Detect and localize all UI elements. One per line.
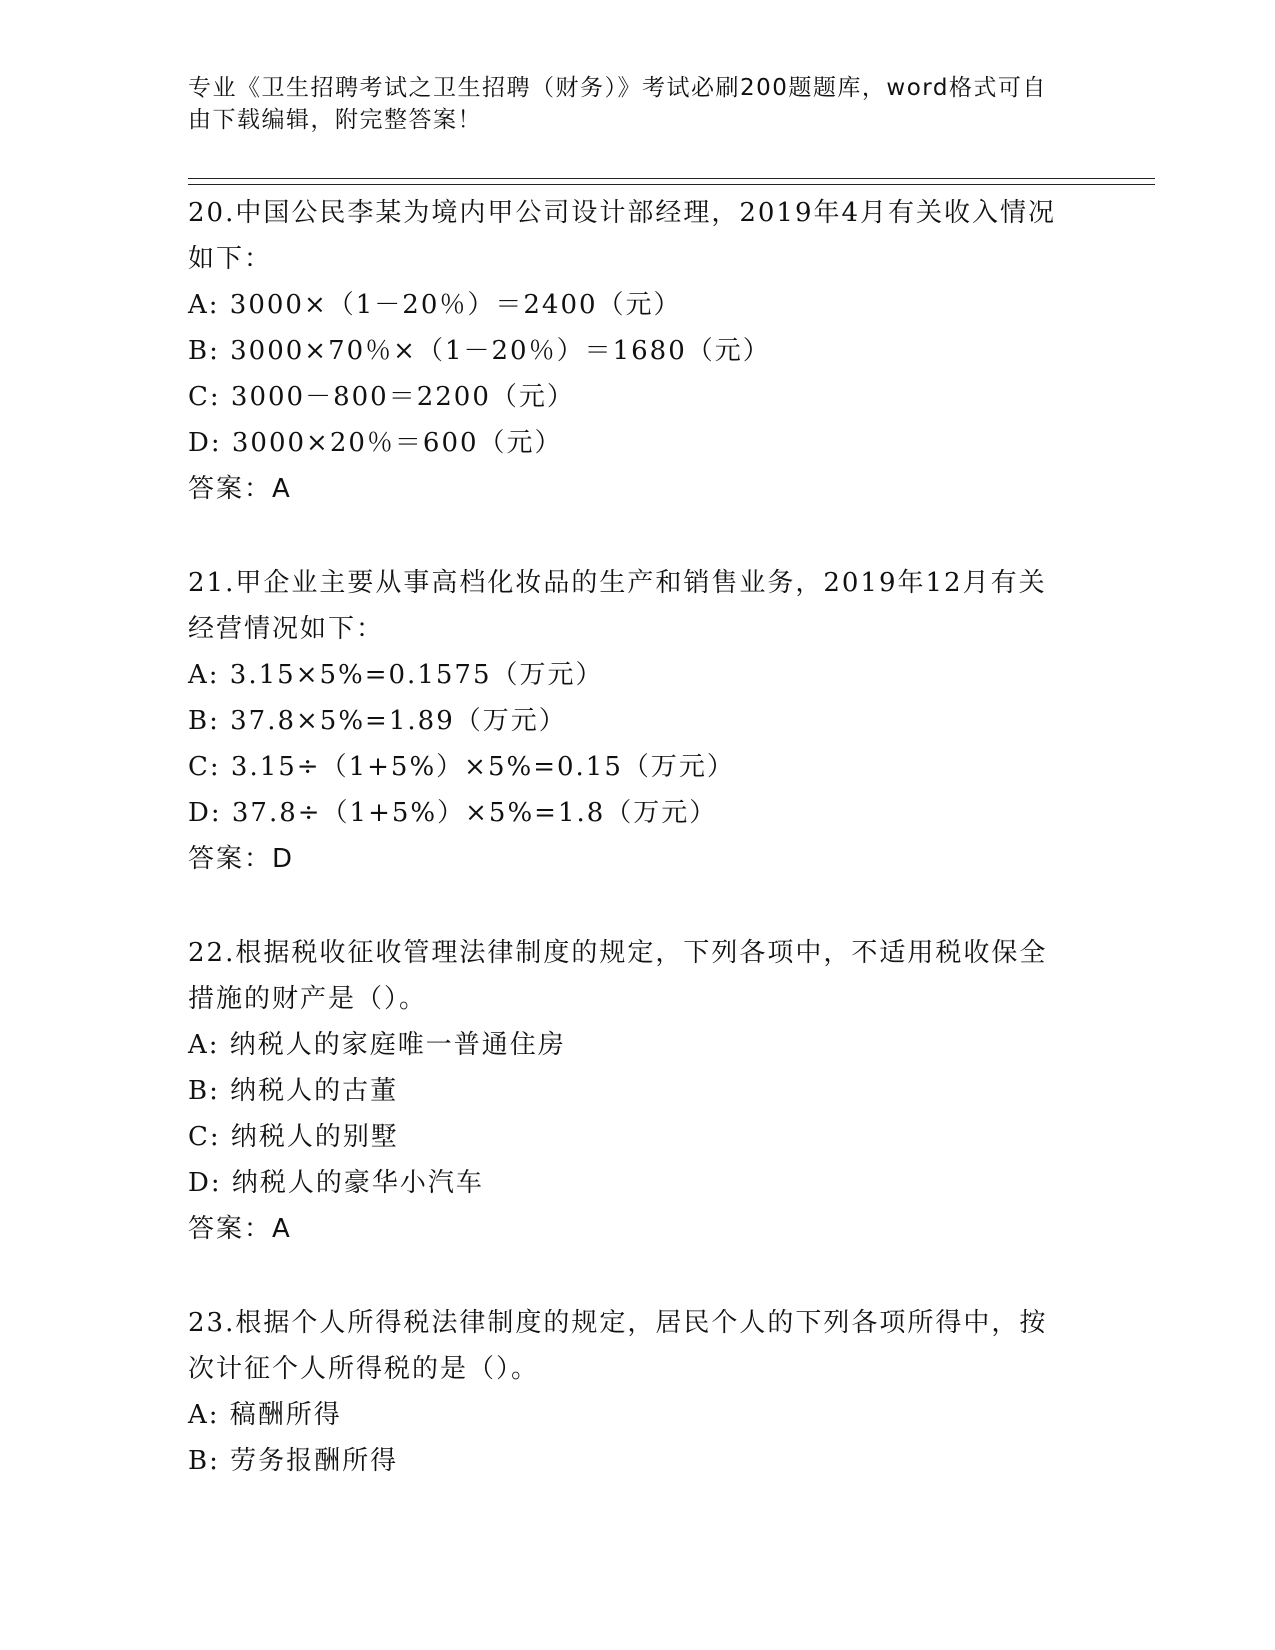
question-stem: 20.中国公民李某为境内甲公司设计部经理，2019年4月有关收入情况 — [188, 198, 1057, 228]
option-a: A: 3000×（1－20％）＝2400（元） — [188, 290, 682, 320]
answer: 答案：D — [188, 844, 295, 874]
question-stem-continued: 经营情况如下： — [188, 614, 385, 644]
answer: 答案：A — [188, 474, 292, 504]
option-c: C: 3.15÷（1+5%）×5%=0.15（万元） — [188, 752, 735, 782]
question-stem-continued: 措施的财产是（）。 — [188, 984, 428, 1014]
option-a: A: 纳税人的家庭唯一普通住房 — [188, 1030, 566, 1060]
question-20 — [188, 190, 1088, 512]
question-23 — [188, 1300, 1088, 1484]
option-a: A: 3.15×5%=0.1575（万元） — [188, 660, 604, 690]
answer: 答案：A — [188, 1214, 292, 1244]
option-d: D: 37.8÷（1+5%）×5%=1.8（万元） — [188, 798, 718, 828]
option-c: C: 3000－800＝2200（元） — [188, 382, 575, 412]
question-21 — [188, 560, 1088, 882]
question-stem: 21.甲企业主要从事高档化妆品的生产和销售业务，2019年12月有关 — [188, 568, 1047, 598]
document-header — [188, 72, 1068, 136]
option-d: D: 纳税人的豪华小汽车 — [188, 1168, 484, 1198]
header-line-1: 专业《卫生招聘考试之卫生招聘（财务）》考试必刷200题题库，word格式可自 — [188, 75, 1047, 101]
header-divider-bottom — [188, 184, 1155, 185]
question-stem-continued: 次计征个人所得税的是（）。 — [188, 1354, 540, 1384]
option-b: B: 纳税人的古董 — [188, 1076, 399, 1106]
option-b: B: 3000×70％×（1－20％）＝1680（元） — [188, 336, 771, 366]
option-c: C: 纳税人的别墅 — [188, 1122, 399, 1152]
question-stem-continued: 如下： — [188, 244, 273, 274]
option-a: A: 稿酬所得 — [188, 1400, 342, 1430]
header-divider-top — [188, 178, 1155, 179]
header-line-2: 由下载编辑，附完整答案！ — [188, 107, 482, 133]
question-list — [188, 190, 1088, 1532]
question-22 — [188, 930, 1088, 1252]
option-d: D: 3000×20％＝600（元） — [188, 428, 563, 458]
option-b: B: 37.8×5%=1.89（万元） — [188, 706, 567, 736]
option-b: B: 劳务报酬所得 — [188, 1446, 399, 1476]
question-stem: 23.根据个人所得税法律制度的规定，居民个人的下列各项所得中，按 — [188, 1308, 1048, 1338]
question-stem: 22.根据税收征收管理法律制度的规定，下列各项中，不适用税收保全 — [188, 938, 1048, 968]
